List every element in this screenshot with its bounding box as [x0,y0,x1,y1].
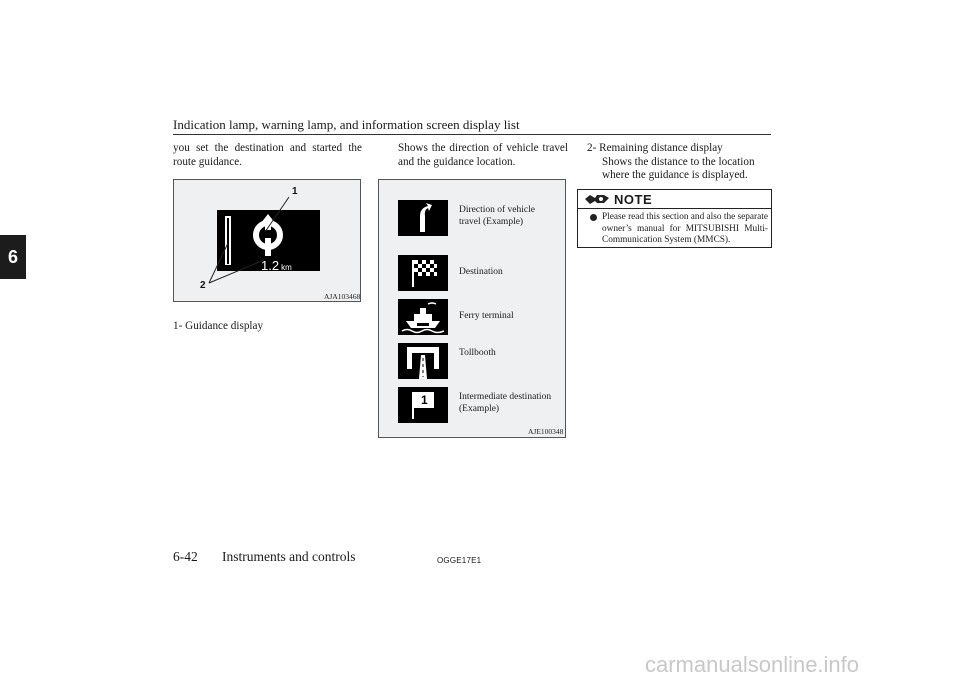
guidance-icons-figure [378,179,566,438]
note-header [578,190,771,209]
note-box [577,189,772,248]
icon-row-direction [398,200,558,236]
item-title: 2- Remaining distance display [587,142,723,154]
distance-value: 1.2 [261,258,280,273]
page-number: 6-42 [173,549,198,564]
note-hand-icon [584,193,610,206]
note-text: Please read this section and also the separate owner’s manual for MITSUBISHI Multi-Communication System (MMCS). [602,212,768,245]
column1-intro-text: you set the destination and started the route guidance. [173,142,362,168]
icon-row-destination [398,255,558,291]
icon-label: Tollbooth [459,348,496,358]
chapter-tab: 6 [0,235,26,279]
remaining-distance-item [587,142,772,183]
icon-label: Intermediate destination (Example) [459,392,552,414]
distance-unit: km [281,263,292,272]
header-divider [173,134,771,135]
icon-row-intermediate [398,387,558,423]
ferry-icon [398,299,448,335]
column2-intro-text: Shows the direction of vehicle travel and the guidance location. [398,142,568,168]
page-header-title: Indication lamp, warning lamp, and information screen display list [173,117,520,132]
icon-label: Direction of vehicle travel (Example) [459,205,535,227]
direction-arrow-icon [398,200,448,236]
flag-number: 1 [421,393,428,407]
watermark: carmanualsonline.info [645,652,860,677]
numbered-flag-icon [398,387,448,423]
icon-row-tollbooth [398,343,558,379]
note-label: NOTE [614,192,653,207]
callout-2: 2 [200,280,206,291]
document-code: OGGE17E1 [437,556,482,565]
callout-1: 1 [292,186,298,197]
guidance-display-figure [173,179,361,302]
item-body: Shows the distance to the location where the guidance is displayed. [602,155,755,181]
section-name: Instruments and controls [222,549,356,564]
bullet-icon [590,214,597,221]
figure-code: AJE100348 [528,427,564,436]
figure-code: AJA103468 [324,292,361,301]
icon-label: Destination [459,267,503,277]
icon-row-ferry [398,299,558,335]
tollbooth-icon [398,343,448,379]
checkered-flag-icon [398,255,448,291]
icon-label: Ferry terminal [459,311,514,321]
list-item-guidance-display: 1- Guidance display [173,320,264,332]
